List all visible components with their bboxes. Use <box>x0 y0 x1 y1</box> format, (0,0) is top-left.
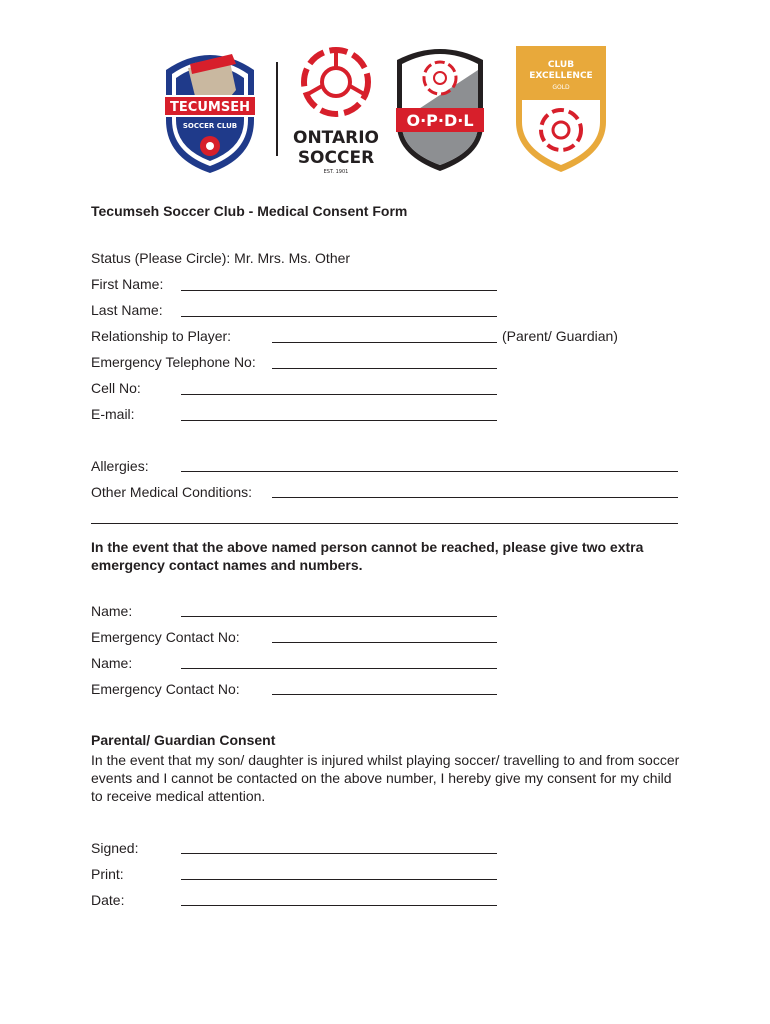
contact-name-2-label: Name: <box>91 655 133 671</box>
opdl-logo <box>396 49 484 171</box>
allergies-field[interactable] <box>181 471 678 472</box>
form-title: Tecumseh Soccer Club - Medical Consent Form <box>91 203 408 219</box>
other-conditions-label: Other Medical Conditions: <box>91 484 253 500</box>
signed-field[interactable] <box>181 853 497 854</box>
contact-number-1-field[interactable] <box>272 642 497 643</box>
club-excellence-logo <box>516 46 606 172</box>
allergies-label: Allergies: <box>91 458 149 474</box>
last-name-label: Last Name: <box>91 302 163 318</box>
contact-name-2-field[interactable] <box>181 668 497 669</box>
logo-strip-graphic <box>0 40 770 175</box>
last-name-field[interactable] <box>181 316 497 317</box>
cell-label: Cell No: <box>91 380 141 396</box>
contact-number-1-label: Emergency Contact No: <box>91 629 240 645</box>
tecumseh-logo-subtitle: SOCCER CLUB <box>182 122 238 130</box>
ontario-logo-line2: SOCCER <box>297 148 375 168</box>
club-excellence-line3: GOLD <box>552 84 570 91</box>
first-name-label: First Name: <box>91 276 164 292</box>
first-name-field[interactable] <box>181 290 497 291</box>
date-label: Date: <box>91 892 125 908</box>
emergency-phone-label: Emergency Telephone No: <box>91 354 256 370</box>
ontario-logo-line1: ONTARIO <box>293 128 379 148</box>
email-label: E-mail: <box>91 406 135 422</box>
relationship-suffix: (Parent/ Guardian) <box>502 328 618 344</box>
club-excellence-line2: EXCELLENCE <box>529 71 593 81</box>
emergency-phone-field[interactable] <box>272 368 497 369</box>
ontario-logo-est: EST. 1901 <box>323 169 349 175</box>
status-label: Status (Please Circle): Mr. Mrs. Ms. Other <box>91 250 351 266</box>
contact-number-2-label: Emergency Contact No: <box>91 681 240 697</box>
relationship-label: Relationship to Player: <box>91 328 232 344</box>
ontario-soccer-logo <box>293 50 379 175</box>
print-field[interactable] <box>181 879 497 880</box>
contact-name-1-label: Name: <box>91 603 133 619</box>
emergency-contacts-heading: In the event that the above named person cannot be reached, please give two extra emergency contact names and numbers. <box>91 539 644 573</box>
logo-divider <box>276 62 278 156</box>
consent-heading: Parental/ Guardian Consent <box>91 732 276 748</box>
contact-name-1-field[interactable] <box>181 616 497 617</box>
signed-label: Signed: <box>91 840 139 856</box>
date-field[interactable] <box>181 905 497 906</box>
other-conditions-field[interactable] <box>272 497 678 498</box>
consent-text: In the event that my son/ daughter is injured whilst playing soccer/ travelling to and from soccer events and I cannot be contacted on the above number, I hereby give my consent for my child to receive medical attention. <box>91 752 680 804</box>
cell-field[interactable] <box>181 394 497 395</box>
tecumseh-logo-title: TECUMSEH <box>170 100 250 115</box>
relationship-field[interactable] <box>272 342 497 343</box>
opdl-logo-text: O·P·D·L <box>406 111 474 130</box>
tecumseh-logo <box>164 54 256 173</box>
contact-number-2-field[interactable] <box>272 694 497 695</box>
email-field[interactable] <box>181 420 497 421</box>
logo-strip <box>0 40 770 175</box>
club-excellence-line1: CLUB <box>547 60 575 70</box>
print-label: Print: <box>91 866 124 882</box>
other-conditions-field-2[interactable] <box>91 523 678 524</box>
